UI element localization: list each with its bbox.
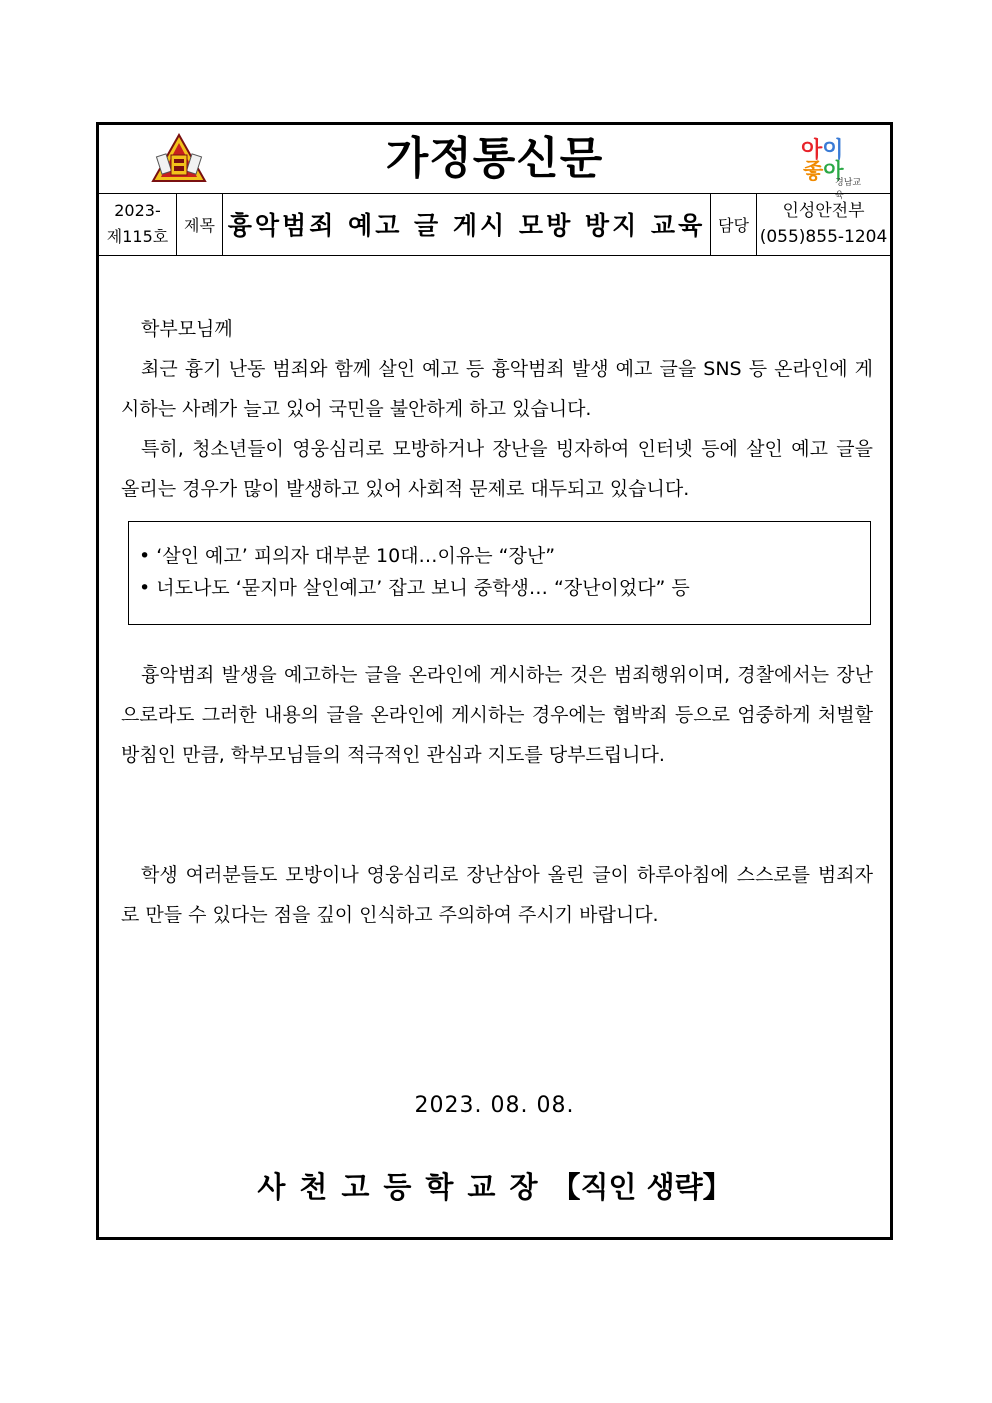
signature-line xyxy=(99,1165,890,1206)
info-row xyxy=(99,193,890,256)
edu-logo xyxy=(799,133,865,201)
paragraph-3: 흉악범죄 발생을 예고하는 글을 온라인에 게시하는 것은 범죄행위이며, 경찰에서는 장난으로라도 그러한 내용의 글을 온라인에 게시하는 경우에는 협박죄 등으로 엄중하게 처벌할 방침인 만큼, 학부모님들의 적극적인 관심과 지도를 당부드립니다. xyxy=(121,664,873,766)
notice-frame xyxy=(96,122,893,1240)
headline-item: • 너도나도 ‘묻지마 살인예고’ 잡고 보니 중학생… “장난이었다” 등 xyxy=(139,577,690,599)
signer-name: 사천고등학교장 xyxy=(257,1170,552,1204)
edu-logo-top: 아이 xyxy=(801,138,844,163)
notice-number-year: 2023- xyxy=(114,201,161,220)
edu-logo-caption: 경남교육 xyxy=(835,178,862,201)
contact-label: 담당 xyxy=(711,193,757,255)
page-title: 가정통신문 xyxy=(385,133,604,184)
subject-label: 제목 xyxy=(177,193,223,255)
issue-date: 2023. 08. 08. xyxy=(414,1093,575,1118)
news-headline-box xyxy=(128,521,871,625)
title-row xyxy=(99,125,890,201)
headline-item: • ‘살인 예고’ 피의자 대부분 10대…이유는 “장난” xyxy=(139,545,556,567)
subject-title: 흉악범죄 예고 글 게시 모방 방지 교육 xyxy=(223,193,711,255)
greeting: 학부모님께 xyxy=(141,318,233,340)
phone-number: (055)855-1204 xyxy=(759,227,888,247)
department-name: 인성안전부 xyxy=(782,201,865,221)
paragraph-1: 최근 흉기 난동 범죄와 함께 살인 예고 등 흉악범죄 발생 예고 글을 SNS 등 온라인에 게시하는 사례가 늘고 있어 국민을 불안하게 하고 있습니다. xyxy=(121,358,873,420)
contact-info xyxy=(757,193,890,255)
paragraph-4: 학생 여러분들도 모방이나 영웅심리로 장난삼아 올린 글이 하루아침에 스스로를 범죄자로 만들 수 있다는 점을 깊이 인식하고 주의하여 주시기 바랍니다. xyxy=(121,864,873,926)
paragraph-2: 특히, 청소년들이 영웅심리로 모방하거나 장난을 빙자하여 인터넷 등에 살인 예고 글을 올리는 경우가 많이 발생하고 있어 사회적 문제로 대두되고 있습니다. xyxy=(121,438,873,500)
seal-note: 【직인 생략】 xyxy=(551,1170,732,1204)
notice-number-issue: 제115호 xyxy=(106,227,169,246)
notice-number xyxy=(99,193,177,255)
edu-logo-bottom: 좋아 xyxy=(803,159,844,183)
